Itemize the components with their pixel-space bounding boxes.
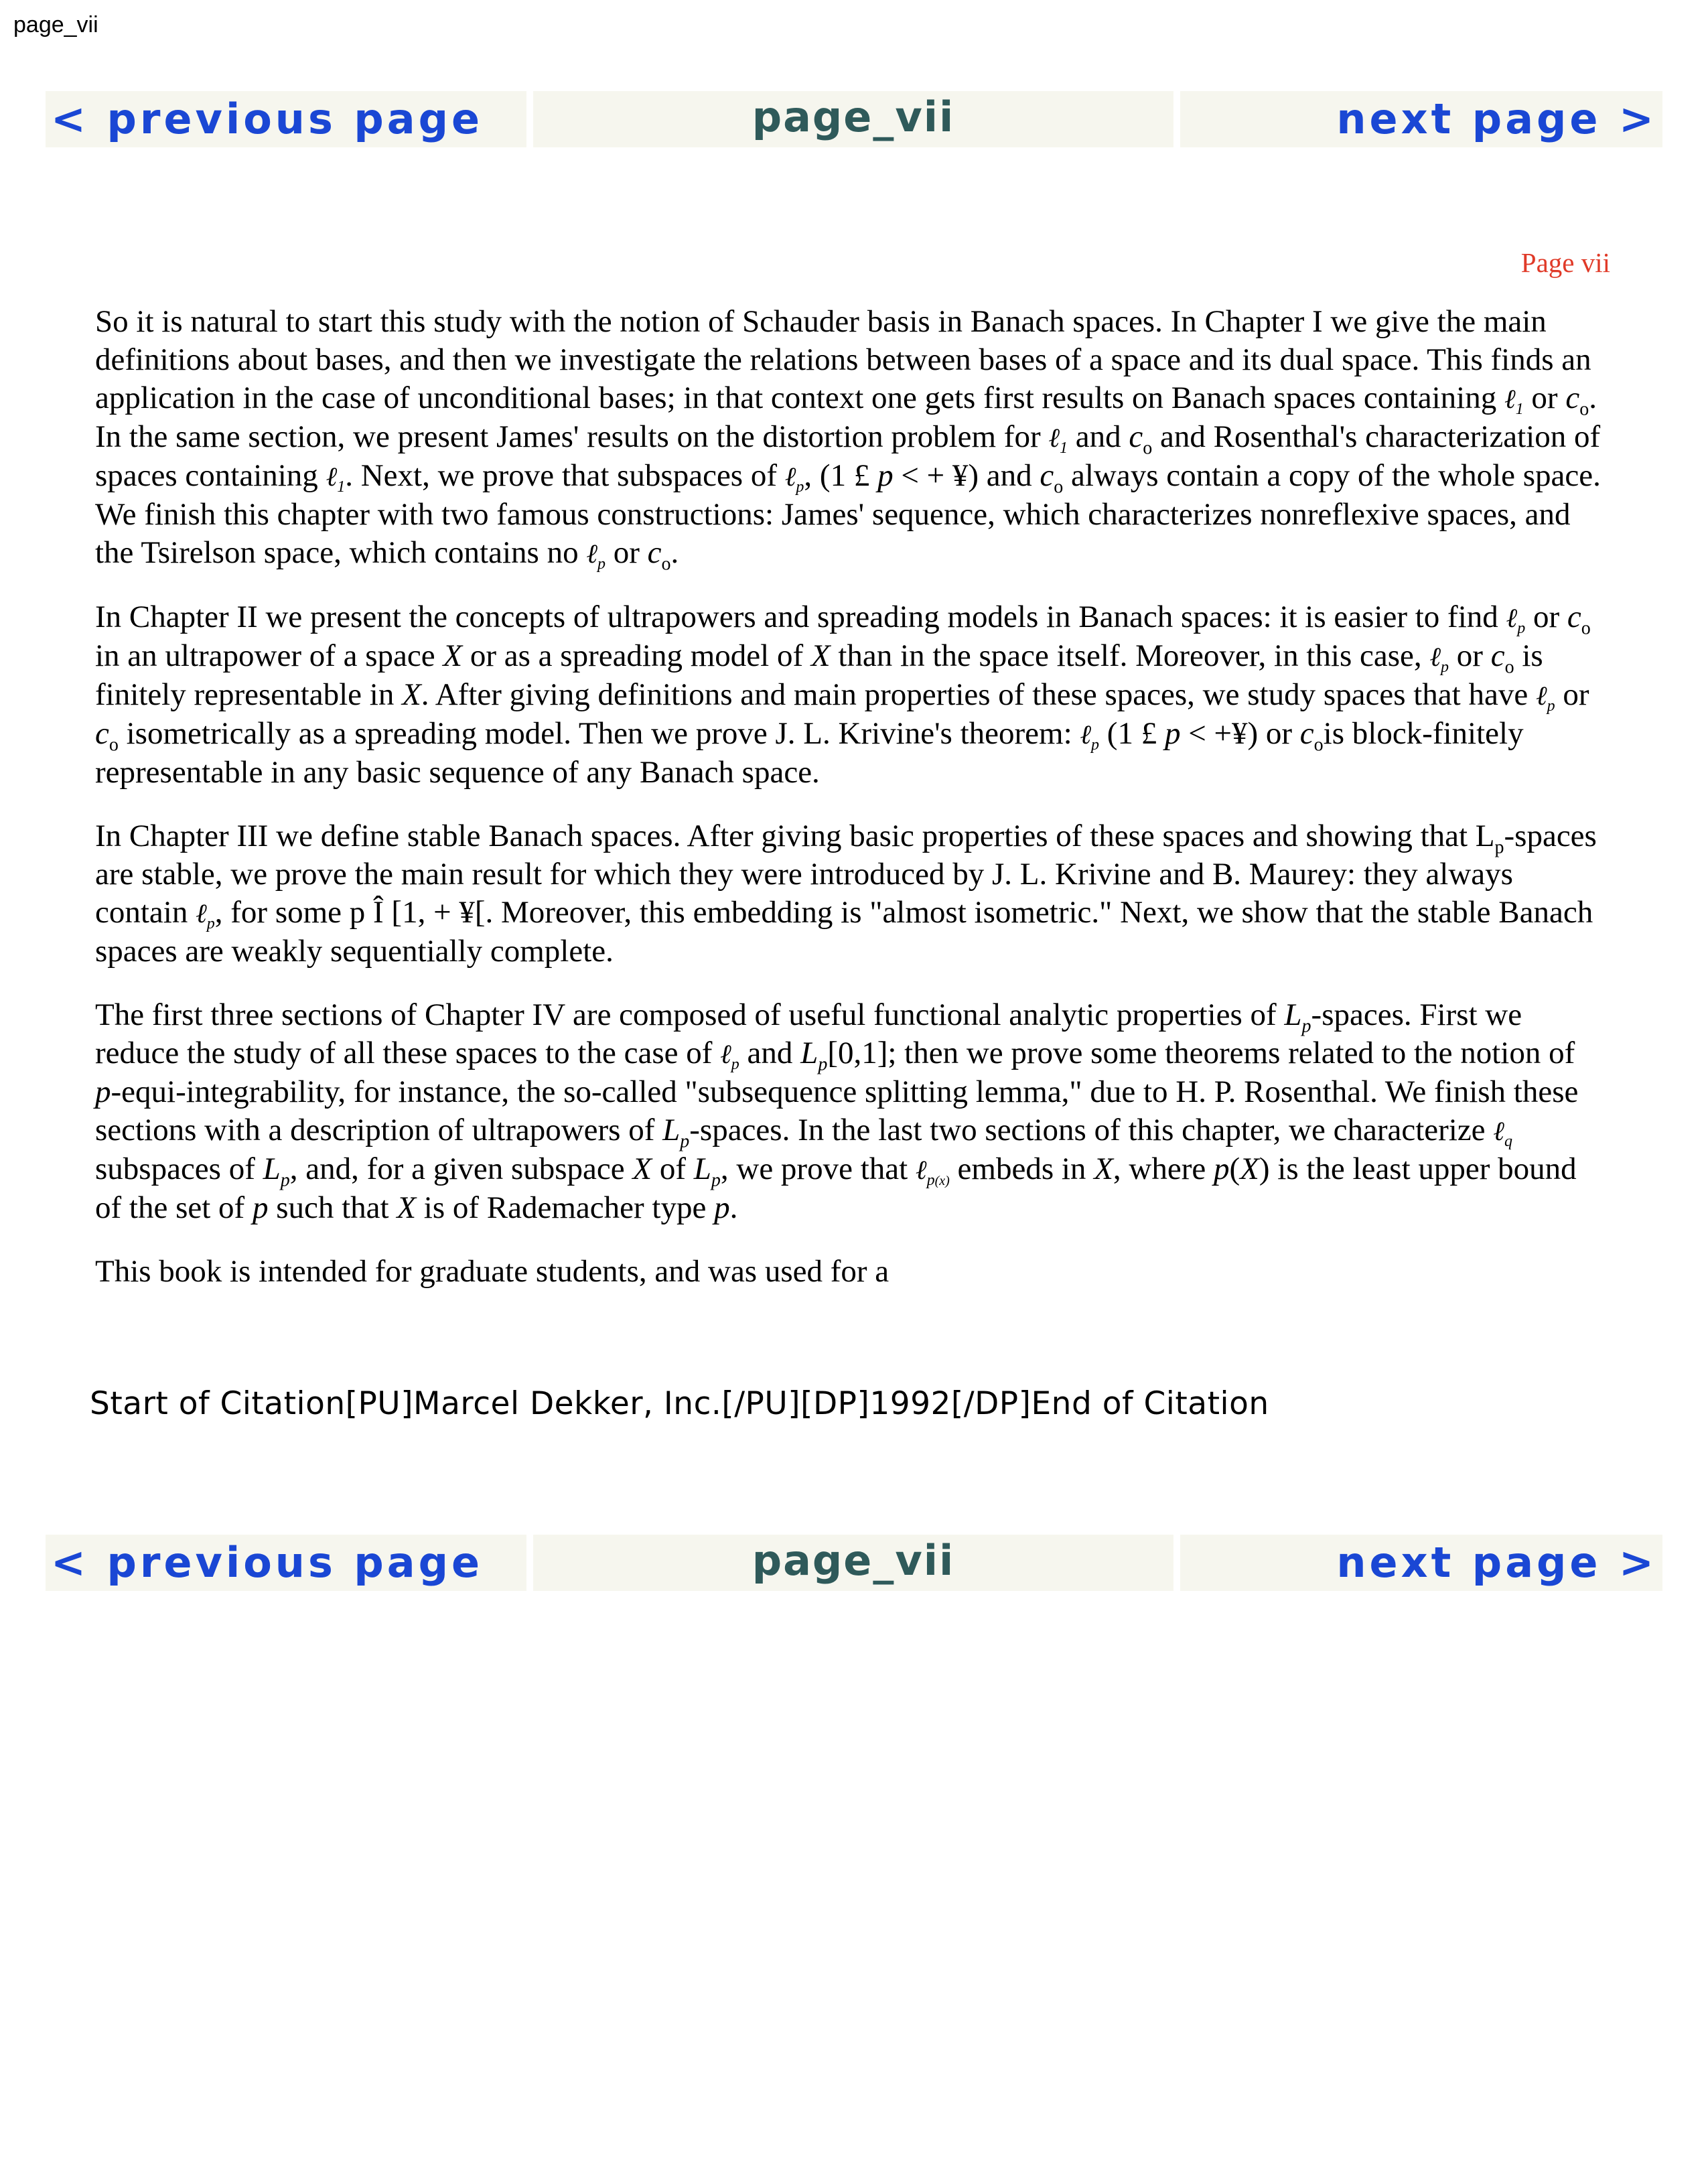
previous-page-link-bottom[interactable]: < previous page (51, 1538, 484, 1587)
text: . Next, we prove that subspaces of (345, 458, 785, 493)
text: < + ¥) and (893, 458, 1040, 493)
nav-prev-cell (46, 91, 526, 147)
sub: p (280, 1170, 290, 1191)
x-symbol: X (397, 1190, 417, 1225)
text: such that (268, 1190, 397, 1225)
text: ) is the least upper bound of the set of (95, 1151, 1577, 1225)
text: < +¥) or (1180, 716, 1300, 751)
c-symbol: c (1490, 638, 1505, 673)
paragraph-2 (95, 598, 1609, 792)
c-symbol: c (1567, 600, 1581, 634)
text: ( (1229, 1151, 1240, 1186)
text: So it is natural to start this study with the notion of Schauder basis in Banach spaces. In Chapter I we give the main definitions about bases, and then we investigate the relations between bases of a space and its dual space. This finds an application in the case of unconditional bases; in that context one gets first results on Banach spaces containing (95, 304, 1591, 415)
ell: ℓ (1535, 681, 1547, 711)
ell: ℓ (720, 1039, 731, 1069)
sub: p (1441, 658, 1449, 676)
text: . (670, 535, 679, 570)
text: -spaces. In the last two sections of this chapter, we characterize (689, 1113, 1494, 1147)
ell-p-symbol (586, 539, 606, 573)
paragraph-3 (95, 817, 1609, 971)
sub: p (597, 555, 606, 573)
paragraph-1 (95, 303, 1609, 573)
ell-p-symbol (1429, 642, 1449, 676)
sub: (x) (934, 1174, 950, 1188)
sub: p (1494, 837, 1504, 858)
ell: ℓ (1048, 423, 1060, 453)
text: and (739, 1036, 801, 1070)
nav-next-cell (1180, 91, 1662, 147)
text: or (1449, 638, 1491, 673)
bottom-navigation-bar (46, 1535, 1662, 1591)
ell-p-symbol (1080, 719, 1100, 754)
current-page-label-bottom: page_vii (752, 1536, 955, 1585)
text: subspaces of (95, 1151, 263, 1186)
text: embeds in (949, 1151, 1094, 1186)
c-symbol: c (1299, 716, 1314, 751)
sub: p (796, 478, 804, 496)
text: , we prove that (720, 1151, 916, 1186)
p-symbol: p (877, 458, 894, 493)
sub: p (206, 915, 215, 932)
nav-prev-cell (46, 1535, 526, 1591)
l-symbol: L (693, 1151, 711, 1186)
text: or (1525, 600, 1567, 634)
next-page-link[interactable]: next page > (1336, 94, 1657, 143)
text: or (1523, 380, 1566, 415)
text: than in the space itself. Moreover, in this case, (830, 638, 1430, 673)
text: -equi-integrability, for instance, the so-called "subsequence splitting lemma," due to H. P. Rosenthal. We finish these sections with a description of ultrapowers of (95, 1074, 1579, 1147)
text: in an ultrapower of a space (95, 638, 443, 673)
ell: ℓ (915, 1155, 927, 1185)
sub: o (1054, 476, 1064, 498)
page-number-label: Page vii (1520, 247, 1610, 278)
top-navigation-bar (46, 91, 1662, 147)
text: , where (1113, 1151, 1214, 1186)
ell: ℓ (1493, 1116, 1504, 1146)
text: (1 £ (1099, 716, 1165, 751)
p-symbol: p (95, 1074, 111, 1109)
sub: o (1581, 618, 1591, 639)
sub: o (661, 553, 671, 575)
text: is of Rademacher type (416, 1190, 715, 1225)
x-symbol: X (1240, 1151, 1259, 1186)
text: or as a spreading model of (462, 638, 811, 673)
text: The first three sections of Chapter IV are composed of useful functional analytic properties of (95, 997, 1285, 1032)
ell-1-symbol (326, 462, 346, 496)
x-symbol: X (1094, 1151, 1113, 1186)
sub: q (1504, 1133, 1512, 1150)
ell-p-symbol (720, 1039, 739, 1073)
paragraph-4 (95, 996, 1609, 1227)
page-body (95, 303, 1609, 1316)
text: -spaces are stable, we prove the main result for which they were introduced by J. L. Krivine and B. Maurey: they always contain (95, 819, 1597, 930)
ell-p-symbol (1506, 603, 1526, 637)
ell: ℓ (1080, 719, 1092, 750)
p-symbol: p (1164, 716, 1181, 751)
sub: p (731, 1056, 739, 1073)
c-symbol: c (647, 535, 662, 570)
l-symbol: L (263, 1151, 281, 1186)
nav-page-cell (533, 91, 1173, 147)
text: [0,1]; then we prove some theorems related to the notion of (827, 1036, 1575, 1070)
sub: o (1143, 437, 1153, 459)
ell-q-symbol (1493, 1116, 1512, 1150)
x-symbol: X (443, 638, 463, 673)
c-symbol: c (1129, 419, 1143, 454)
text: and (1068, 419, 1129, 454)
text: . After giving definitions and main properties of these spaces, we study spaces that have (421, 677, 1536, 712)
sub: o (109, 734, 119, 756)
sub: 1 (1060, 439, 1068, 457)
document-title: page_vii (13, 12, 98, 38)
nav-next-cell (1180, 1535, 1662, 1591)
ell: ℓ (1504, 384, 1516, 414)
ell: ℓ (326, 462, 338, 492)
text: isometrically as a spreading model. Then we prove J. L. Krivine's theorem: (118, 716, 1080, 751)
sub: p (926, 1172, 935, 1189)
text: . (729, 1190, 738, 1225)
p-symbol: p (1213, 1151, 1230, 1186)
paragraph-5: This book is intended for graduate students, and was used for a (95, 1254, 889, 1289)
c-symbol: c (1040, 458, 1054, 493)
next-page-link-bottom[interactable]: next page > (1336, 1538, 1657, 1587)
p-symbol: p (714, 1190, 730, 1225)
sub: o (1504, 656, 1514, 678)
sub: 1 (1515, 401, 1524, 418)
text: -spaces. First we reduce the study of all these spaces to the case of (95, 997, 1522, 1070)
sub: p (680, 1131, 690, 1152)
ell-px-symbol (915, 1155, 950, 1189)
text: is finitely representable in (95, 638, 1543, 712)
x-symbol: X (632, 1151, 652, 1186)
sub: p (818, 1054, 828, 1075)
ell-p-symbol (784, 462, 804, 496)
text: and Rosenthal's characterization of spaces containing (95, 419, 1601, 493)
sub: o (1579, 399, 1589, 420)
x-symbol: X (810, 638, 831, 673)
text: . In the same section, we present James' results on the distortion problem for (95, 380, 1597, 454)
text: is block-finitely representable in any basic sequence of any Banach space. (95, 716, 1524, 790)
text: , for some p Î [1, + ¥[. Moreover, this embedding is "almost isometric." Next, we show that the stable Banach spaces are weakly sequentially complete. (95, 895, 1593, 969)
l-symbol: L (800, 1036, 819, 1070)
l-symbol: L (1284, 997, 1302, 1032)
text: of (652, 1151, 694, 1186)
ell: ℓ (586, 539, 597, 569)
x-symbol: X (402, 677, 421, 712)
nav-page-cell (533, 1535, 1173, 1591)
ell: ℓ (784, 462, 796, 492)
ell-p-symbol (1535, 681, 1555, 715)
ell-p-symbol (196, 898, 215, 932)
sub: p (1091, 736, 1100, 754)
l-symbol: L (662, 1113, 681, 1147)
ell: ℓ (196, 898, 207, 928)
sub: o (1313, 734, 1324, 756)
previous-page-link[interactable]: < previous page (51, 94, 484, 143)
text: or (1555, 677, 1589, 712)
sub: 1 (337, 478, 346, 496)
ell-1-symbol (1048, 423, 1068, 457)
sub: p (1517, 620, 1526, 637)
sub: p (711, 1170, 721, 1191)
current-page-label: page_vii (752, 92, 955, 141)
text: , (1 £ (804, 458, 878, 493)
c-symbol: c (1565, 380, 1580, 415)
citation-line: Start of Citation[PU]Marcel Dekker, Inc.[/PU][DP]1992[/DP]End of Citation (90, 1385, 1269, 1422)
text: or (606, 535, 648, 570)
sub: p (1301, 1016, 1311, 1037)
ell: ℓ (1429, 642, 1441, 672)
text: In Chapter III we define stable Banach spaces. After giving basic properties of these spaces and showing that L (95, 819, 1495, 853)
sub: p (1547, 697, 1555, 715)
text: , and, for a given subspace (289, 1151, 633, 1186)
p-symbol: p (252, 1190, 269, 1225)
text: always contain a copy of the whole space. We finish this chapter with two famous constructions: James' sequence, which characterizes nonreflexive spaces, and the Tsirelson space, which contains no (95, 458, 1601, 570)
c-symbol: c (95, 716, 109, 751)
ell-1-symbol (1504, 384, 1524, 418)
ell: ℓ (1506, 603, 1518, 633)
text: In Chapter II we present the concepts of ultrapowers and spreading models in Banach spaces: it is easier to find (95, 600, 1506, 634)
